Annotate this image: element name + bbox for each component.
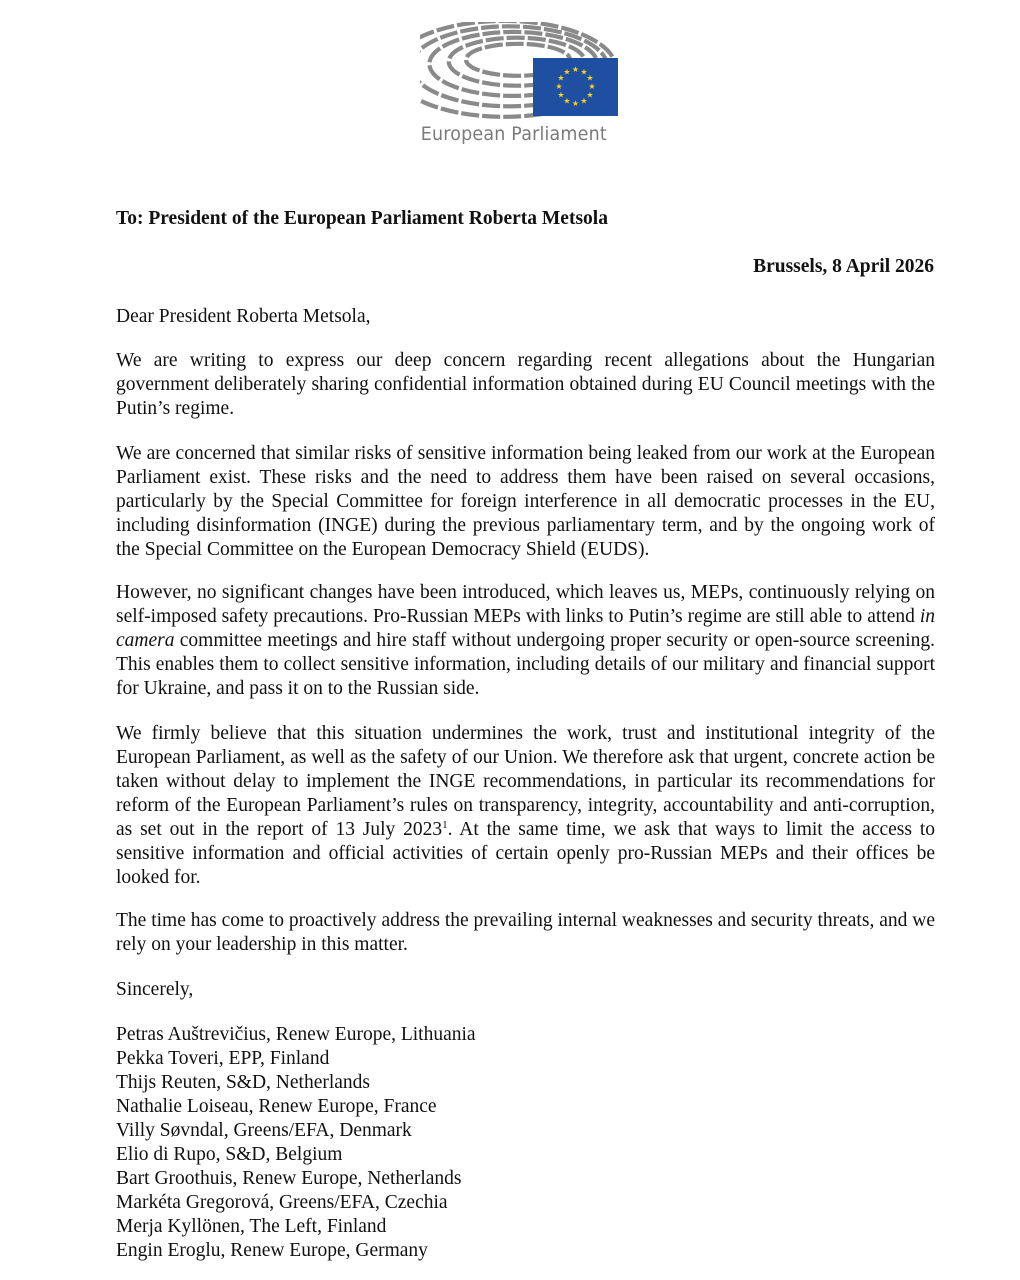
svg-text:★: ★ [557, 90, 565, 100]
svg-text:★: ★ [571, 99, 580, 108]
svg-text:★: ★ [580, 96, 588, 106]
signatory: Petras Auštrevičius, Renew Europe, Lithuania [116, 1024, 476, 1045]
recipient-line: To: President of the European Parliament Roberta Metsola [116, 208, 608, 229]
signatory: Thijs Reuten, S&D, Netherlands [116, 1072, 371, 1093]
svg-text:★: ★ [571, 65, 580, 74]
paragraph-text: We firmly believe that this situation undermines the work, trust and institutional integrity of the European Parliament, as well as the safety of our Union. We therefore ask that urgent, concrete action be taken without delay to implement the INGE recommendations, in particular its recommendations for reform of the European Parliament’s rules on transparency, integrity, accountability and anti-corruption, as set out in the report of 13 July 2023 [116, 723, 935, 840]
closing: Sincerely, [116, 979, 194, 1000]
signatory-list [116, 1023, 476, 1263]
svg-text:★: ★ [588, 82, 596, 91]
svg-text:★: ★ [580, 67, 588, 77]
paragraph-no-changes [116, 581, 935, 701]
logo-wordmark: European Parliament [420, 123, 607, 145]
paragraph-text: . At the same time, we ask that ways to limit the access to sensitive information and official activities of certain openly pro-Russian MEPs and their offices be looked for. [116, 819, 935, 888]
european-parliament-logo [420, 22, 640, 152]
svg-text:★: ★ [563, 96, 571, 106]
paragraph-text: committee meetings and hire staff without undergoing proper security or open-source screening. This enables them to collect sensitive information, including details of our military and financial support for Ukraine, and pass it on to the Russian side. [116, 630, 935, 699]
dateline: Brussels, 8 April 2026 [753, 256, 934, 277]
paragraph-conclusion: The time has come to proactively address the prevailing internal weaknesses and security threats, and we rely on your leadership in this matter. [116, 910, 935, 955]
signatory: Elio di Rupo, S&D, Belgium [116, 1144, 343, 1165]
svg-text:★: ★ [563, 67, 571, 77]
paragraph-text: However, no significant changes have been introduced, which leaves us, MEPs, continuously relying on self-imposed safety precautions. Pro-Russian MEPs with links to Putin’s regime are still able to attend [116, 582, 935, 627]
signatory: Markéta Gregorová, Greens/EFA, Czechia [116, 1192, 448, 1213]
paragraph-risks: We are concerned that similar risks of sensitive information being leaked from our work at the European Parliament exist. These risks and the need to address them have been raised on several occasions, particularly by the Special Committee for foreign interference in all democratic processes in the EU, including disinformation (INGE) during the previous parliamentary term, and by the ongoing work of the Special Committee on the European Democracy Shield (EUDS). [116, 443, 935, 560]
svg-text:★: ★ [586, 90, 594, 100]
svg-text:★: ★ [555, 82, 563, 91]
italic-term: in camera [116, 606, 935, 651]
signatory: Pekka Toveri, EPP, Finland [116, 1048, 330, 1069]
signatory: Villy Søvndal, Greens/EFA, Denmark [116, 1120, 412, 1141]
paragraph-concern: We are writing to express our deep concern regarding recent allegations about the Hungarian government deliberately sharing confidential information obtained during EU Council meetings with the Putin’s regime. [116, 350, 935, 419]
signatory: Bart Groothuis, Renew Europe, Netherlands [116, 1168, 462, 1189]
hemicycle-flag-icon [420, 22, 630, 122]
footnote-marker: 1 [442, 819, 448, 831]
paragraph-request [116, 722, 935, 890]
signatory: Nathalie Loiseau, Renew Europe, France [116, 1096, 437, 1117]
svg-text:★: ★ [557, 73, 565, 83]
svg-text:★: ★ [586, 73, 594, 83]
salutation: Dear President Roberta Metsola, [116, 306, 371, 327]
signatory: Merja Kyllönen, The Left, Finland [116, 1216, 387, 1237]
signatory: Engin Eroglu, Renew Europe, Germany [116, 1240, 428, 1261]
